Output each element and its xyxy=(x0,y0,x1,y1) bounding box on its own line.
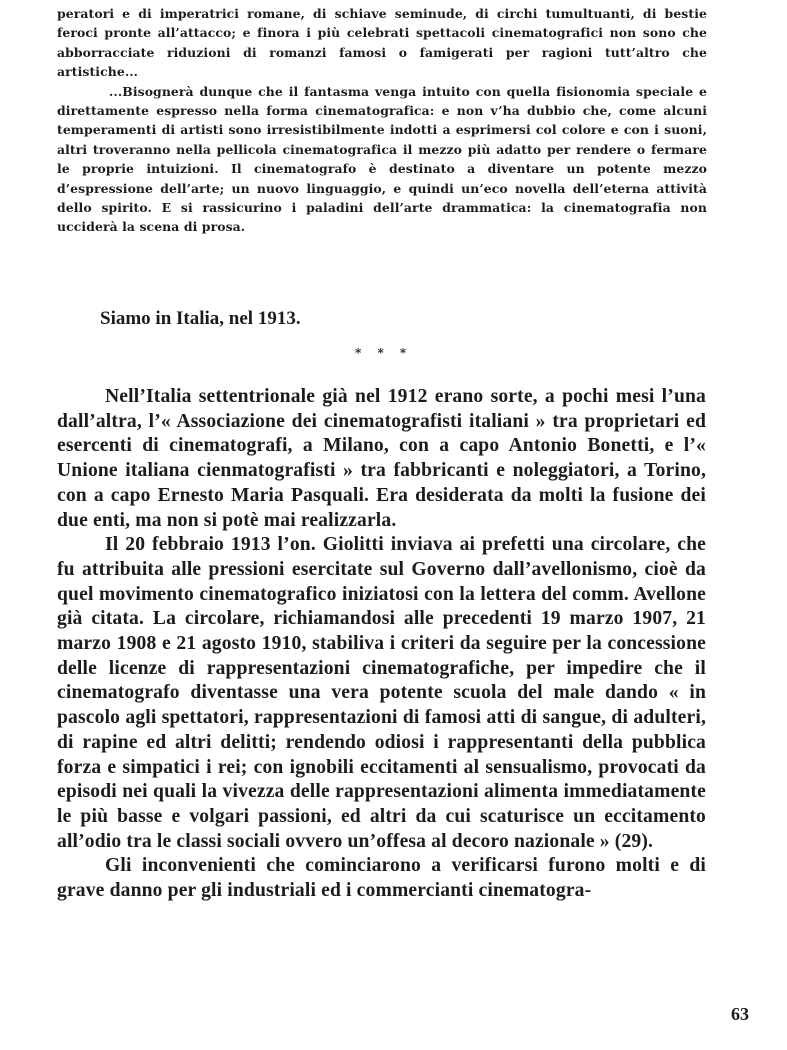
quote-paragraph: ...Bisognerà dunque che il fantasma venga intuito con quella fisionomia speciale e direttamente espresso nella forma cinematografica: e non v’ha dubbio che, come alcuni temperamenti di artisti sono irresistibilmente indotti a esprimersi col colore e con i suoni, altri troveranno nella pellicola cinematografica il mezzo più adatto per rendere o fermare le proprie intuizioni. Il cinematografo è destinato a diventare un potente mezzo d’espressione dell’arte; un nuovo linguaggio, e quindi un’eco novella dell’eterna attività dello spirito. E si rassicurino i paladini dell’arte drammatica: la cinematografia non ucciderà la scena di prosa. xyxy=(57,83,707,235)
body-paragraph: Gli inconvenienti che cominciarono a verificarsi furono molti e di grave danno per gli industriali ed i commercianti cinematogra- xyxy=(57,855,706,902)
body-paragraph: Nell’Italia settentrionale già nel 1912 erano sorte, a pochi mesi l’una dall’altra, l’« Associazione dei cinematografisti italiani » tra proprietari ed esercenti di cinematografi, a Milano, con a capo Antonio Bonetti, e l’« Unione italiana cienmatografisti » tra fabbricanti e noleggiatori, a Torino, con a capo Ernesto Maria Pasquali. Era desiderata da molti la fusione dei due enti, ma non si potè mai realizzarla. xyxy=(57,386,706,531)
body-text xyxy=(57,385,706,904)
section-heading: Siamo in Italia, nel 1913. xyxy=(100,308,301,329)
body-paragraph: Il 20 febbraio 1913 l’on. Giolitti inviava ai prefetti una circolare, che fu attribuita alle pressioni esercitate sul Governo dall’avellonismo, cioè da quel movimento cinematografico iniziatosi con la lettera del comm. Avellone già citata. La circolare, richiamandosi alle precedenti 19 marzo 1907, 21 marzo 1908 e 21 agosto 1910, stabiliva i criteri da seguire per la concessione delle licenze di rappresentazioni cinematografiche, per impedire che il cinematografo diventasse una vera potente scuola del male dando « in pascolo agli spettatori, rappresentazioni di famosi atti di sangue, di adulteri, di rapine ed altri delitti; rendendo odiosi i rappresentanti della pubblica forza e simpatici i rei; con ignobili eccitamenti al sensualismo, provocati da episodi nei quali la vivezza delle rappresentazioni alimenta immediatamente le più basse e volgari passioni, ed altri da cui scaturisce un eccitamento all’odio tra le classi sociali ovvero un’offesa al decoro nazionale » (29). xyxy=(57,534,706,852)
section-separator: * * * xyxy=(355,346,413,360)
page-number: 63 xyxy=(731,1004,749,1024)
quote-paragraph: peratori e di imperatrici romane, di schiave seminude, di circhi tumultuanti, di bestie feroci pronte all’attacco; e finora i più celebrati spettacoli cinematografici non sono che abborracciate riduzioni di romanzi famosi o famigerati per ragioni tutt’altro che artistiche... xyxy=(57,6,707,80)
block-quote xyxy=(57,4,707,237)
